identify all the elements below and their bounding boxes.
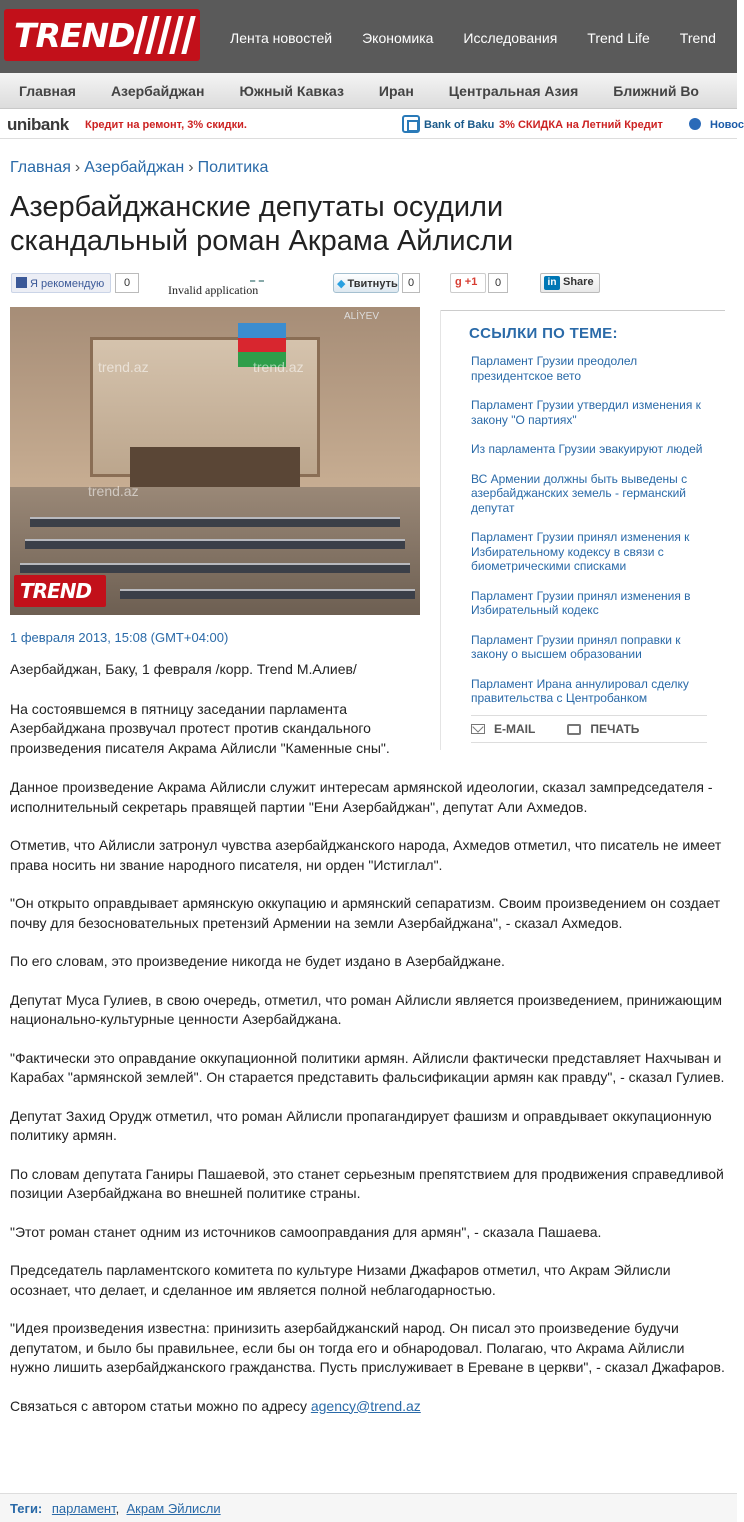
breadcrumb-separator: › (188, 159, 194, 176)
article-paragraph: На состоявшемся в пятницу заседании парламента Азербайджана прозвучал протест против скандального произведения писателя Акрама Айлисли "Каменные сны". (10, 700, 390, 756)
article-paragraph: "Этот роман станет одним из источников самооправдания для армян", - сказала Пашаева. (10, 1223, 602, 1240)
article-paragraph: По его словам, это произведение никогда не будет издано в Азербайджане. (10, 953, 505, 969)
related-link[interactable]: Парламент Грузии принял поправки к закону о высшем образовании (471, 632, 681, 661)
google-plus-button[interactable] (450, 273, 486, 293)
related-link[interactable]: Парламент Ирана аннулировал сделку правительства с Центробанком (471, 676, 689, 705)
photo-desk-row (25, 539, 405, 549)
category-item[interactable]: Центральная Азия (448, 83, 579, 99)
invalid-application-text: Invalid application (168, 283, 259, 297)
breadcrumb (10, 159, 268, 177)
print-button[interactable]: ПЕЧАТЬ (590, 722, 640, 736)
article-paragraph: По словам депутата Ганиры Пашаевой, это станет серьезным препятствием для продвижения справедливой позиции Азербайджана во внешней политике страны. (10, 1165, 724, 1201)
tweet-count: 0 (402, 273, 420, 293)
tags-label: Теги: (10, 1501, 43, 1516)
google-plus-label: +1 (464, 276, 478, 288)
article-dateline: Азербайджан, Баку, 1 февраля /корр. Trend М.Алиев/ (10, 661, 357, 677)
linkedin-icon: in (544, 276, 560, 290)
article-paragraph: "Он открыто оправдывает армянскую оккупацию и армянский сепаратизм. Своим произведением он создает почву для безосновательных претензий Армении на земли Азербайджана", - сказал Ахмедов. (10, 895, 721, 931)
facebook-like-count: 0 (115, 273, 139, 293)
article-paragraph: Депутат Муса Гулиев, в свою очередь, отметил, что роман Айлисли является произведением, принижающим национально-культурные ценности Азербайджана. (10, 991, 722, 1027)
facebook-like-button[interactable] (11, 273, 111, 293)
ads-bar (0, 109, 744, 139)
top-nav-item[interactable]: Исследования (463, 30, 558, 46)
logo-stripes (130, 16, 198, 54)
related-link[interactable]: Из парламента Грузии эвакуируют людей (471, 442, 703, 456)
article-paragraph: "Идея произведения известна: принизить азербайджанский народ. Он писал это произведение будучи депутатом, и было бы правильнее, если бы он тогда его и обнародовал. Полагаю, что Акрама Айлисли нужно лишить азербайджанского гражданства. Пусть прислуживает в Ереване в церкви", - сказал Джафаров. (10, 1320, 725, 1375)
photo-podium (130, 447, 300, 487)
facebook-like-label: Я рекомендую (30, 278, 105, 290)
category-item[interactable]: Южный Кавказ (239, 83, 344, 99)
photo-logo-text: TREND (20, 579, 92, 603)
third-ad-link[interactable]: Новос (710, 119, 744, 131)
article-paragraph: Председатель парламентского комитета по культуре Низами Джафаров отметил, что Акрам Эйлисли осознает, что делает, и сделанное им является полной неблагодарностью. (10, 1262, 671, 1298)
top-header (0, 0, 737, 73)
author-contact-text: Связаться с автором статьи можно по адресу (10, 1397, 311, 1414)
related-link[interactable]: Парламент Грузии принял изменения к Избирательному кодексу в связи с биометрическими списками (471, 530, 690, 573)
category-item[interactable]: Азербайджан (110, 83, 205, 99)
breadcrumb-item-azerbaijan[interactable]: Азербайджан (84, 159, 185, 176)
author-contact (10, 1397, 725, 1417)
top-nav-item[interactable]: Trend Life (587, 30, 650, 46)
email-button[interactable]: E-MAIL (494, 722, 536, 736)
author-email-link[interactable]: agency@trend.az (310, 1397, 421, 1414)
sidebar-top-rule (440, 310, 725, 314)
top-nav-item[interactable]: Экономика (362, 30, 434, 46)
tag-separator: , (115, 1501, 120, 1516)
facebook-icon (16, 277, 27, 288)
trend-logo[interactable] (4, 9, 204, 61)
breadcrumb-item-home[interactable]: Главная (10, 159, 71, 176)
article-paragraph: Депутат Захид Орудж отметил, что роман Айлисли пропагандирует фашизм и оправдывает оккупационную политику армян. (10, 1107, 712, 1143)
article-paragraph: "Фактически это оправдание оккупационной политики армян. Айлисли фактически представляет Нахчыван и Карабах "армянской землей". Он старается представить фальсификации армян как правду", - сказал Гулиев. (10, 1049, 725, 1085)
category-item[interactable]: Ближний Во (613, 83, 699, 99)
top-nav-item[interactable]: Лента новостей (230, 30, 333, 46)
photo-sign-text: ALİYEV (344, 311, 380, 322)
tag-link[interactable]: парламент (51, 1501, 116, 1516)
top-nav (215, 30, 731, 46)
tag-link[interactable]: Акрам Эйлисли (126, 1501, 221, 1516)
related-link[interactable]: Парламент Грузии принял изменения в Избирательный кодекс (471, 588, 691, 617)
photo-watermark: trend.az (253, 359, 304, 375)
unibank-ad-link[interactable]: Кредит на ремонт, 3% скидки. (85, 119, 247, 131)
globe-icon (689, 118, 701, 130)
photo-watermark: trend.az (88, 483, 139, 499)
related-link[interactable]: ВС Армении должны быть выведены с азербайджанских земель - германский депутат (471, 471, 688, 515)
tags-bar (0, 1493, 737, 1522)
related-links-title: ССЫЛКИ ПО ТЕМЕ: (469, 325, 618, 342)
logo-text: TREND (14, 16, 135, 55)
widget-fragment (250, 280, 264, 283)
category-item[interactable]: Иран (378, 83, 414, 99)
category-item[interactable]: Главная (19, 83, 76, 99)
article-photo (10, 307, 420, 615)
breadcrumb-item-politics[interactable]: Политика (197, 159, 269, 176)
linkedin-share-label: Share (563, 276, 594, 288)
google-plus-count: 0 (488, 273, 508, 293)
article-title: Азербайджанские депутаты осудили скандальный роман Акрама Айлисли (10, 191, 514, 257)
related-link[interactable]: Парламент Грузии преодолел президентское вето (471, 354, 638, 383)
photo-desk-row (120, 589, 415, 599)
article-paragraph: Отметив, что Айлисли затронул чувства азербайджанского народа, Ахмедов отметил, что писатель не имеет права носить ни звание народного писателя, ни орден "Истиглал". (10, 837, 722, 873)
article-paragraph: Данное произведение Акрама Айлисли служит интересам армянской идеологии, сказал зампредседателя - исполнительный секретарь правящей партии "Ени Азербайджан", депутат Али Ахмедов. (10, 779, 713, 815)
article-date: 1 февраля 2013, 15:08 (GMT+04:00) (10, 630, 229, 645)
bank-of-baku-icon (402, 115, 420, 133)
tweet-label: Твитнуть (347, 278, 398, 290)
related-link[interactable]: Парламент Грузии утвердил изменения к закону "О партиях" (471, 398, 701, 427)
tweet-button[interactable] (333, 273, 399, 293)
top-nav-item[interactable]: Trend (679, 30, 716, 46)
twitter-bird-icon: ◆ (337, 278, 346, 290)
unibank-logo[interactable]: unibank (7, 115, 69, 134)
photo-desk-row (30, 517, 400, 527)
photo-watermark: trend.az (98, 359, 149, 375)
linkedin-share-button[interactable] (540, 273, 600, 293)
category-nav (0, 73, 737, 109)
photo-trend-logo (14, 575, 106, 607)
bank-of-baku-ad-link[interactable]: 3% СКИДКА на Летний Кредит (499, 119, 663, 131)
photo-desk-row (20, 563, 410, 573)
article-body (10, 660, 725, 1416)
breadcrumb-separator: › (74, 159, 81, 176)
google-g-icon: g (455, 276, 462, 288)
bank-of-baku-logo[interactable]: Bank of Baku (424, 119, 495, 131)
